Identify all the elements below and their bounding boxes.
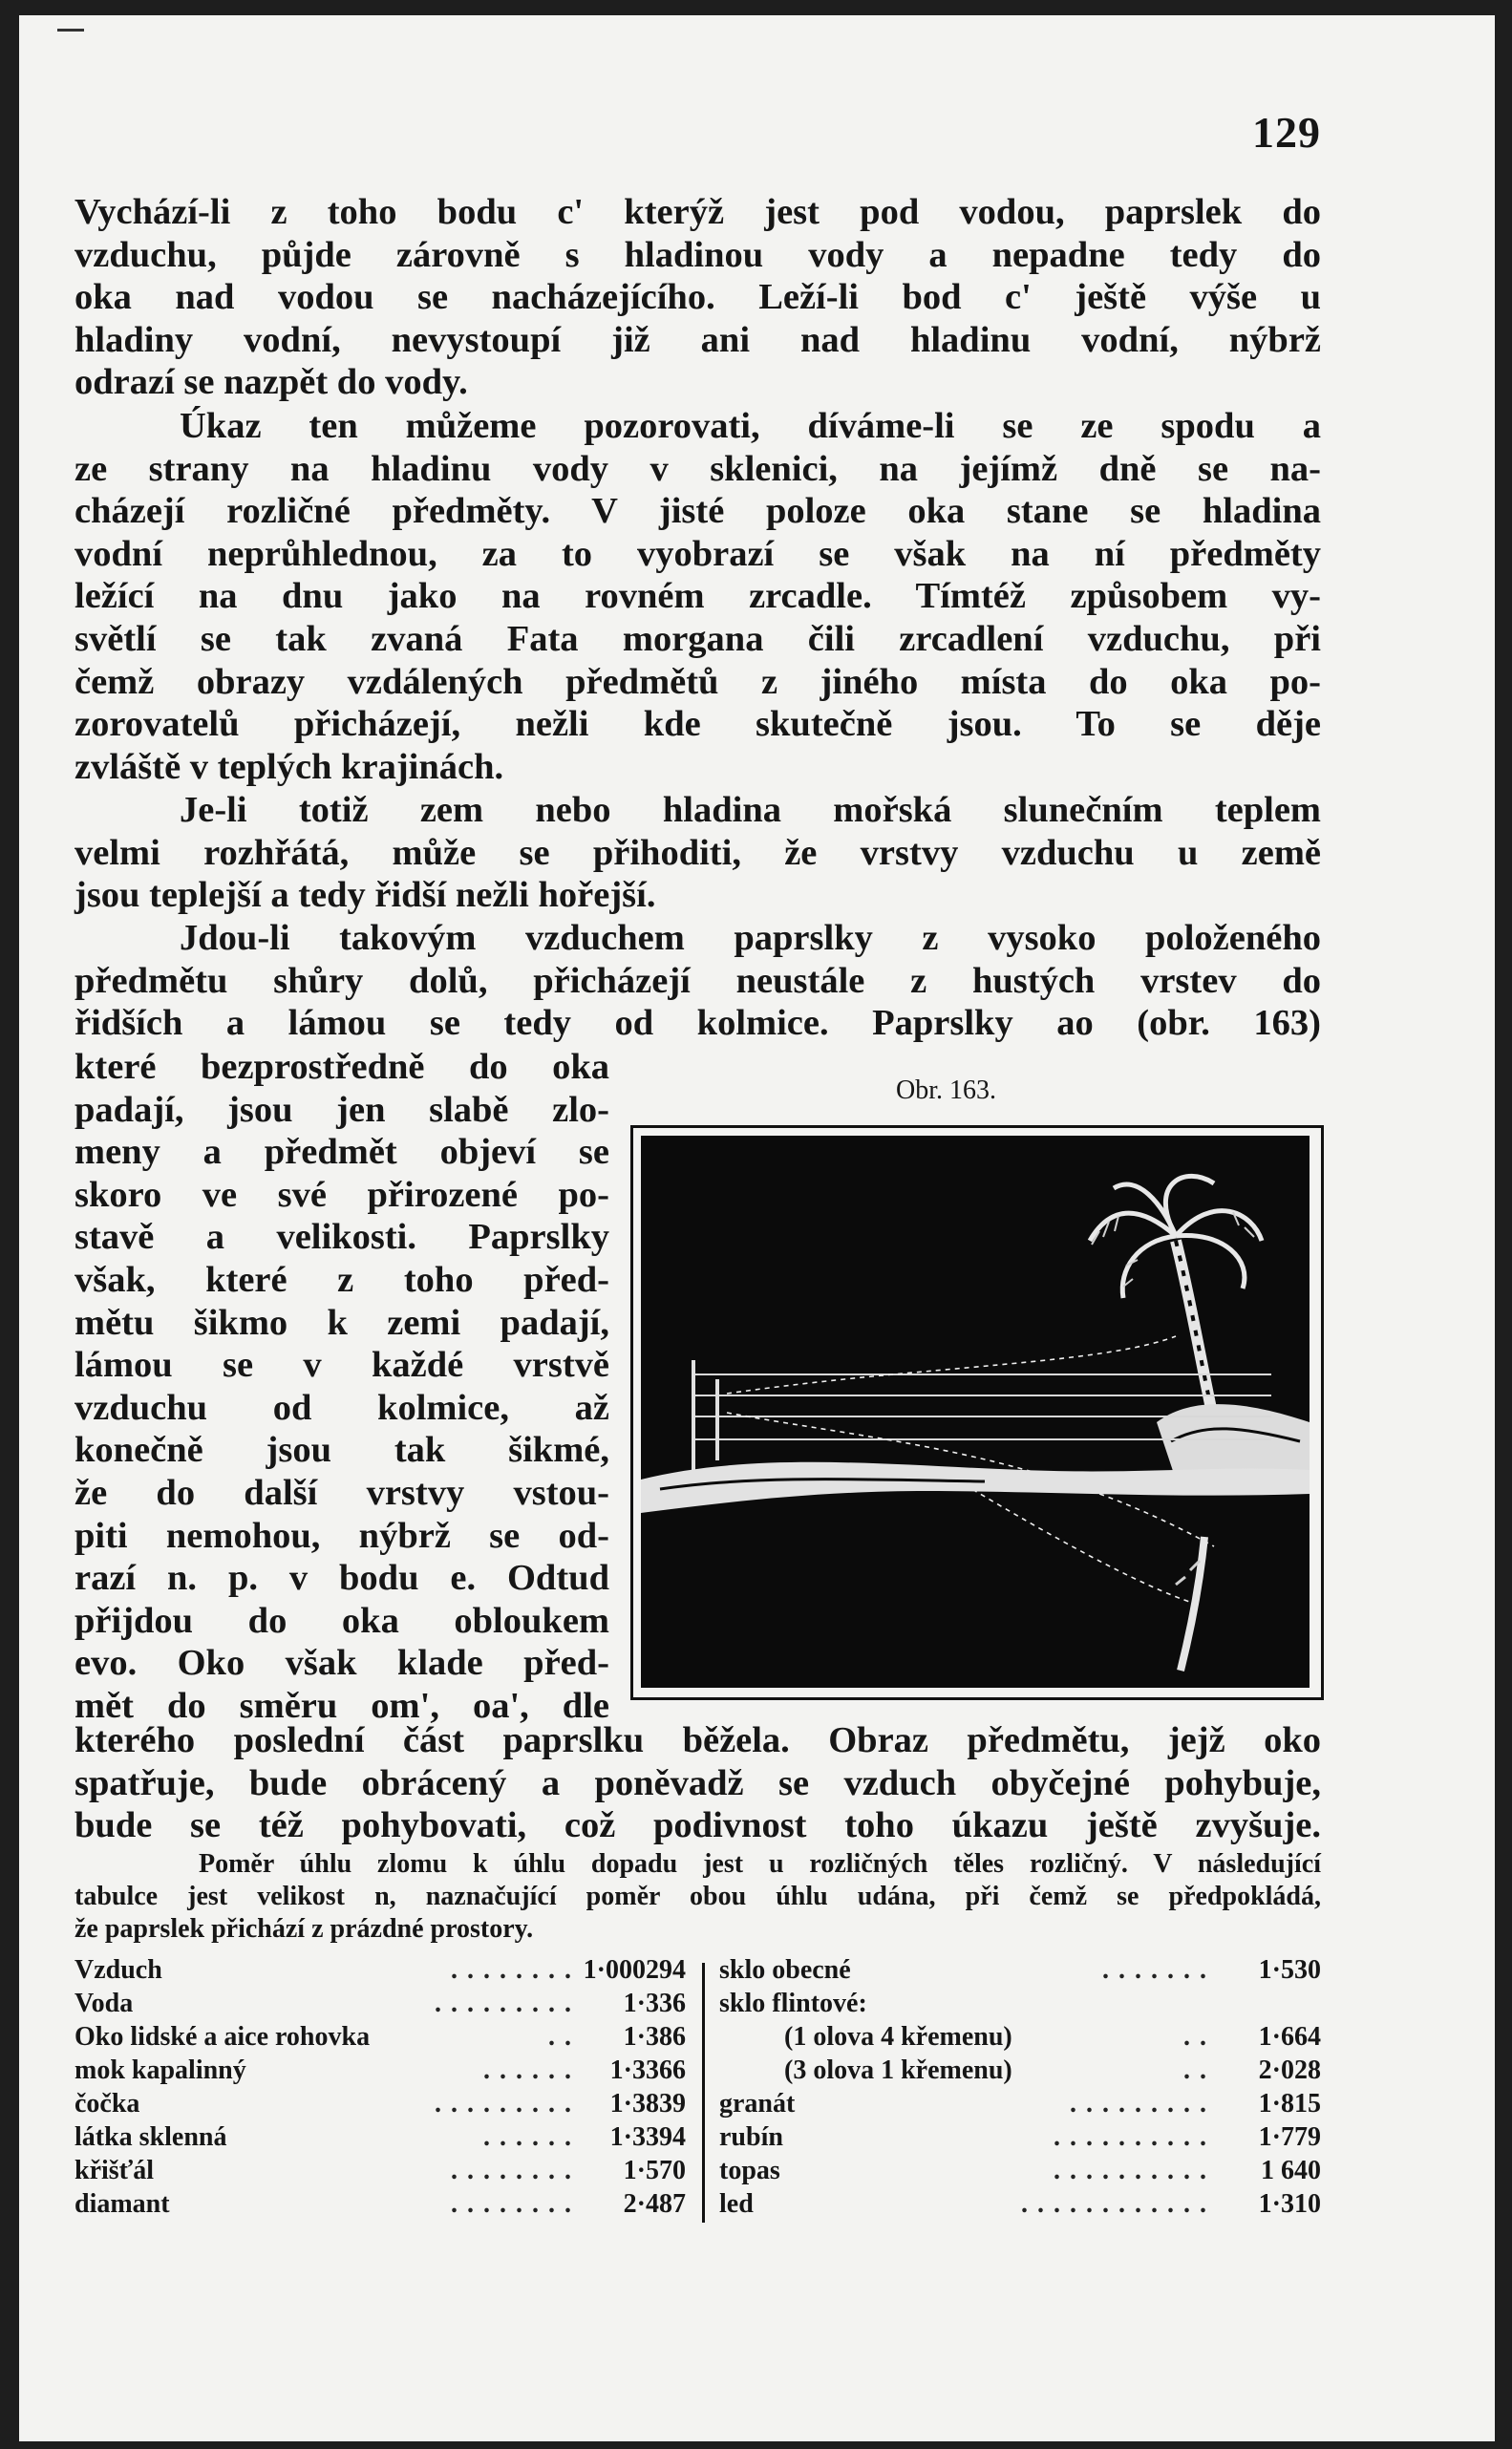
line: kterého poslední část paprslku běžela. Obraz předmětu, jejž oko bbox=[75, 1720, 1321, 1760]
leader-dots: ............ bbox=[1021, 2189, 1216, 2219]
leader-dots: .. bbox=[1183, 2055, 1216, 2085]
table-row bbox=[75, 2087, 686, 2120]
line: cházejí rozličné předměty. V jisté poloze oka stane se hladina bbox=[75, 491, 1321, 532]
line: mětu šikmo k zemi padají, bbox=[75, 1302, 609, 1343]
material-name: Vzduch bbox=[75, 1955, 162, 1985]
paragraph-4 bbox=[75, 917, 1321, 1045]
line: skoro ve své přirozené po- bbox=[75, 1174, 609, 1215]
material-name: sklo obecné bbox=[719, 1955, 851, 1985]
line: které bezprostředně do oka bbox=[75, 1047, 609, 1087]
material-name: Voda bbox=[75, 1989, 134, 2018]
line: přijdou do oka obloukem bbox=[75, 1600, 609, 1641]
leader-dots: ...... bbox=[483, 2055, 581, 2085]
line: velmi rozhřátá, může se přihoditi, že vrstvy vzduchu u země bbox=[75, 832, 1321, 873]
line: piti nemohou, nýbrž se od- bbox=[75, 1515, 609, 1556]
line: mět do směru om', oa', dle bbox=[75, 1685, 609, 1726]
leader-dots: ......... bbox=[435, 2089, 581, 2119]
material-name: diamant bbox=[75, 2189, 170, 2219]
paragraph-continuation bbox=[75, 1719, 1321, 1847]
leader-dots: .......... bbox=[1054, 2122, 1216, 2152]
leader-dots: ........ bbox=[451, 2189, 581, 2219]
line: stavě a velikosti. Paprslky bbox=[75, 1217, 609, 1258]
line: Jdou-li takovým vzduchem paprslky z vysoko položeného bbox=[180, 918, 1321, 958]
table-row bbox=[719, 2154, 1321, 2187]
line: razí n. p. v bodu e. Odtud bbox=[75, 1558, 609, 1599]
line: lámou se v každé vrstvě bbox=[75, 1345, 609, 1386]
line: čemž obrazy vzdálených předmětů z jiného místa do oka po- bbox=[75, 661, 1321, 702]
table-row bbox=[719, 2087, 1321, 2120]
refraction-value: 1·336 bbox=[623, 1989, 686, 2018]
refraction-value: 1·570 bbox=[623, 2156, 686, 2185]
line: zorovatelů přicházejí, nežli kde skutečně jsou. To se děje bbox=[75, 704, 1321, 745]
line: spatřuje, bude obrácený a poněvadž se vzduch obyčejné pohybuje, bbox=[75, 1762, 1321, 1803]
refraction-value: 1·3394 bbox=[609, 2122, 686, 2152]
paragraph-2 bbox=[75, 405, 1321, 788]
line: bude se též pohybovati, což podivnost toho úkazu ještě zvyšuje. bbox=[75, 1805, 1321, 1846]
refraction-value: 1·3366 bbox=[609, 2055, 686, 2085]
material-name: (3 olova 1 křemenu) bbox=[784, 2055, 1012, 2085]
table-column-left bbox=[75, 1953, 686, 2221]
fata-morgana-illustration bbox=[641, 1136, 1310, 1688]
line: tabulce jest velikost n, naznačující poměr obou úhlu udána, při čemž se předpokládá, bbox=[75, 1882, 1321, 1911]
line: hladiny vodní, nevystoupí již ani nad hladinu vodní, nýbrž bbox=[75, 319, 1321, 360]
table-row bbox=[75, 1953, 686, 1987]
line: že paprslek přichází z prázdné prostory. bbox=[75, 1914, 534, 1944]
table-row bbox=[75, 1987, 686, 2020]
material-name: (1 olova 4 křemenu) bbox=[784, 2022, 1012, 2052]
paragraph-3 bbox=[75, 789, 1321, 917]
table-row bbox=[719, 2187, 1321, 2221]
table-row bbox=[719, 2120, 1321, 2154]
line: Vychází-li z toho bodu c' kterýž jest pod vodou, paprslek do bbox=[75, 192, 1321, 232]
line: konečně jsou tak šikmé, bbox=[75, 1430, 609, 1471]
leader-dots: ........ bbox=[451, 2156, 581, 2185]
refraction-value: 1·815 bbox=[1258, 2089, 1321, 2119]
refraction-value: 1·530 bbox=[1258, 1955, 1321, 1985]
line: ležící na dnu jako na rovném zrcadle. Tímtéž způsobem vy- bbox=[75, 576, 1321, 617]
material-name: čočka bbox=[75, 2089, 140, 2119]
leader-dots: ...... bbox=[483, 2122, 581, 2152]
refraction-value: 1·3839 bbox=[609, 2089, 686, 2119]
figure-163-fata-morgana bbox=[630, 1125, 1324, 1700]
table-divider bbox=[702, 1963, 705, 2223]
material-name: látka sklenná bbox=[75, 2122, 227, 2152]
material-name: sklo flintové: bbox=[719, 1989, 867, 2018]
paragraph-1 bbox=[75, 191, 1321, 404]
refraction-value: 1 640 bbox=[1261, 2156, 1321, 2185]
line: oka nad vodou se nacházejícího. Leží-li bod c' ještě výše u bbox=[75, 277, 1321, 318]
line: padají, jsou jen slabě zlo- bbox=[75, 1089, 609, 1130]
refraction-value: 1·664 bbox=[1258, 2022, 1321, 2052]
material-name: rubín bbox=[719, 2122, 783, 2152]
leader-dots: ........ bbox=[451, 1955, 581, 1985]
line: řidších a lámou se tedy od kolmice. Paprslky ao (obr. 163) bbox=[75, 1003, 1321, 1044]
corner-mark bbox=[57, 29, 84, 32]
line: zvláště v teplých krajinách. bbox=[75, 746, 504, 787]
line: světlí se tak zvaná Fata morgana čili zrcadlení vzduchu, při bbox=[75, 618, 1321, 659]
refraction-value: 1·000294 bbox=[583, 1955, 686, 1985]
table-row bbox=[75, 2120, 686, 2154]
leader-dots: ....... bbox=[1102, 1955, 1216, 1985]
line: meny a předmět objeví se bbox=[75, 1132, 609, 1173]
page-number: 129 bbox=[1252, 108, 1321, 157]
line: předmětu shůry dolů, přicházejí neustále z hustých vrstev do bbox=[75, 960, 1321, 1001]
refraction-value: 1·779 bbox=[1258, 2122, 1321, 2152]
material-name: Oko lidské a aice rohovka bbox=[75, 2022, 371, 2052]
table-row bbox=[75, 2020, 686, 2054]
line: odrazí se nazpět do vody. bbox=[75, 362, 468, 403]
table-row bbox=[719, 1987, 1321, 2020]
table-row bbox=[75, 2187, 686, 2221]
line: Poměr úhlu zlomu k úhlu dopadu jest u rozličných těles rozličný. V následující bbox=[199, 1849, 1321, 1879]
line: že do další vrstvy vstou- bbox=[75, 1472, 609, 1513]
table-row bbox=[719, 2020, 1321, 2054]
line: ze strany na hladinu vody v sklenici, na jejímž dně se na- bbox=[75, 448, 1321, 489]
figure-caption: Obr. 163. bbox=[896, 1075, 996, 1105]
table-row bbox=[719, 1953, 1321, 1987]
table-row bbox=[719, 2054, 1321, 2087]
refraction-value: 1·386 bbox=[623, 2022, 686, 2052]
line: vzduchu, půjde zárovně s hladinou vody a nepadne tedy do bbox=[75, 234, 1321, 275]
refraction-table bbox=[75, 1953, 1321, 2221]
wrapped-text bbox=[75, 1046, 609, 1728]
refraction-value: 1·310 bbox=[1258, 2189, 1321, 2219]
material-name: led bbox=[719, 2189, 754, 2219]
leader-dots: ......... bbox=[1070, 2089, 1216, 2119]
line: jsou teplejší a tedy řidší nežli hořejší. bbox=[75, 875, 656, 916]
line: vodní neprůhlednou, za to vyobrazí se však na ní předměty bbox=[75, 533, 1321, 574]
line: vzduchu od kolmice, až bbox=[75, 1387, 609, 1428]
leader-dots: .......... bbox=[1054, 2156, 1216, 2185]
line: Je-li totiž zem nebo hladina mořská slunečním teplem bbox=[180, 790, 1321, 830]
table-row bbox=[75, 2054, 686, 2087]
line: však, které z toho před- bbox=[75, 1259, 609, 1300]
line: Úkaz ten můžeme pozorovati, díváme-li se ze spodu a bbox=[180, 406, 1321, 446]
leader-dots: .. bbox=[548, 2022, 581, 2052]
table-row bbox=[75, 2154, 686, 2187]
material-name: granát bbox=[719, 2089, 796, 2119]
footnote bbox=[75, 1848, 1321, 1946]
material-name: topas bbox=[719, 2156, 780, 2185]
material-name: křišťál bbox=[75, 2156, 155, 2185]
line: evo. Oko však klade před- bbox=[75, 1643, 609, 1684]
refraction-value: 2·487 bbox=[623, 2189, 686, 2219]
material-name: mok kapalinný bbox=[75, 2055, 246, 2085]
table-column-right bbox=[719, 1953, 1321, 2221]
leader-dots: .. bbox=[1183, 2022, 1216, 2052]
leader-dots: ......... bbox=[435, 1989, 581, 2018]
refraction-value: 2·028 bbox=[1258, 2055, 1321, 2085]
